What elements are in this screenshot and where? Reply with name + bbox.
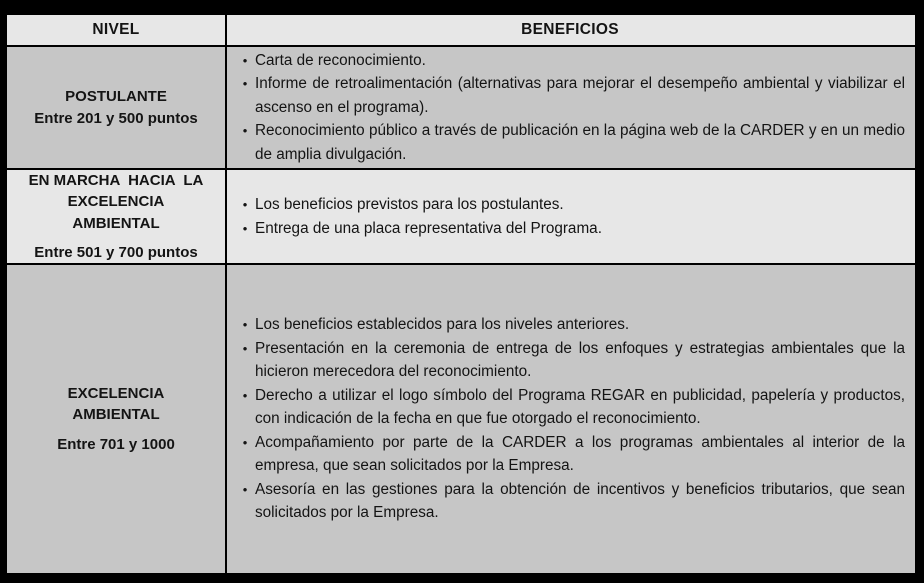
benefit-text: Presentación en la ceremonia de entrega de los enfoques y estrategias ambientales que la hicieron merecedora del reconocimiento.: [255, 339, 905, 381]
benefit-text: Informe de retroalimentación (alternativas para mejorar el desempeño ambiental y viabilizar el ascenso en el programa).: [255, 75, 905, 116]
table-header-row: [7, 15, 915, 45]
benefits-cell-postulante: [227, 47, 915, 168]
level-name: EN MARCHA HACIA LA: [28, 171, 204, 189]
table-row-postulante: [7, 45, 915, 168]
benefit-item: [235, 72, 905, 119]
bullet-icon: •: [242, 197, 248, 212]
benefit-text: Los beneficios previstos para los postulantes.: [255, 196, 564, 213]
benefit-item: [235, 217, 905, 241]
benefit-text: Carta de reconocimiento.: [255, 51, 426, 69]
benefit-item: [235, 478, 905, 525]
nivel-cell-en-marcha: [7, 170, 227, 263]
benefit-item: [235, 337, 905, 384]
bullet-icon: •: [242, 76, 248, 92]
level-name: AMBIENTAL: [72, 214, 160, 232]
benefit-item: [235, 384, 905, 431]
column-header-beneficios: BENEFICIOS: [521, 21, 619, 38]
benefits-cell-en-marcha: [227, 170, 915, 263]
benefit-text: Acompañamiento por parte de la CARDER a los programas ambientales al interior de la empresa, que sean solicitados por la Empresa.: [255, 433, 905, 475]
bullet-icon: •: [242, 52, 248, 68]
levels-benefits-table: [5, 13, 917, 575]
nivel-cell-excelencia: [7, 265, 227, 573]
level-points-range: Entre 501 y 700 puntos: [34, 244, 198, 261]
benefit-item: [235, 119, 905, 166]
bullet-icon: •: [242, 220, 248, 236]
bullet-icon: •: [242, 317, 248, 333]
bullet-icon: •: [242, 481, 248, 497]
column-header-nivel: NIVEL: [7, 15, 227, 45]
level-name: EXCELENCIA: [67, 193, 165, 210]
level-name: AMBIENTAL: [72, 406, 160, 424]
benefit-text: Asesoría en las gestiones para la obtención de incentivos y beneficios tributarios, que sean solicitados por la Empresa.: [255, 480, 905, 522]
level-name: EXCELENCIA: [67, 384, 165, 402]
bullet-icon: •: [242, 387, 248, 403]
level-points-range: Entre 701 y 1000: [57, 435, 175, 453]
benefit-item: [235, 193, 905, 217]
benefit-item: [235, 431, 905, 478]
level-points-range: Entre 201 y 500 puntos: [34, 109, 198, 127]
benefit-item: [235, 313, 905, 337]
benefit-text: Derecho a utilizar el logo símbolo del Programa REGAR en publicidad, papelería y productos, con indicación de la fecha en que fue otorgado el reconocimiento.: [255, 386, 905, 428]
level-name: POSTULANTE: [65, 88, 167, 105]
table-row-en-marcha: [7, 168, 915, 263]
benefit-text: Entrega de una placa representativa del Programa.: [255, 219, 602, 237]
bullet-icon: •: [242, 123, 248, 139]
benefit-text: Los beneficios establecidos para los niveles anteriores.: [255, 316, 630, 334]
benefits-cell-excelencia: [227, 265, 915, 573]
benefit-item: [235, 49, 905, 73]
bullet-icon: •: [242, 340, 248, 356]
benefit-text: Reconocimiento público a través de publicación en la página web de la CARDER y en un medio de amplia divulgación.: [255, 122, 905, 163]
table-row-excelencia: [7, 263, 915, 573]
bullet-icon: •: [242, 434, 248, 450]
nivel-cell-postulante: [7, 47, 227, 168]
